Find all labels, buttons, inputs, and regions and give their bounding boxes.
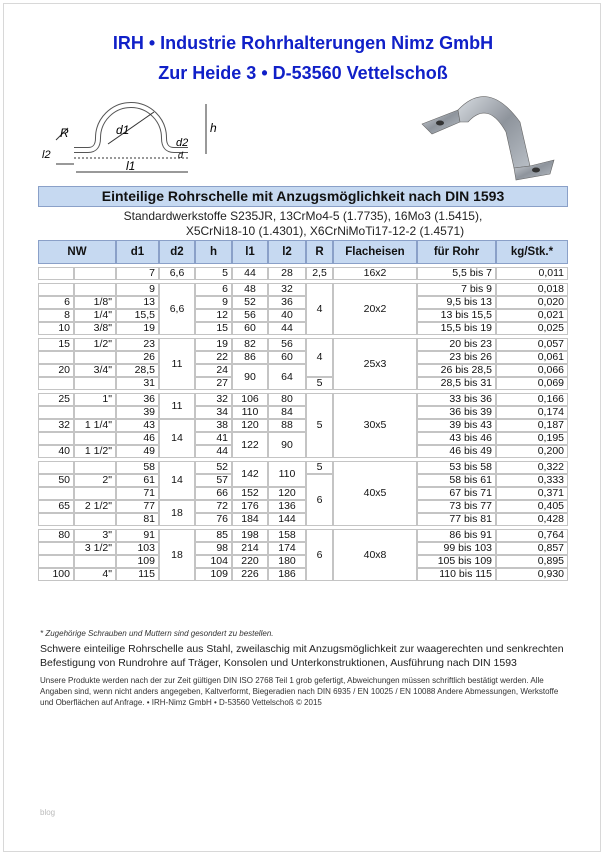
cell-d1: 23 <box>116 338 159 351</box>
header-d1: d1 <box>116 240 159 264</box>
cell-nw: 65 <box>38 500 74 513</box>
table-row <box>38 393 568 406</box>
cell-l1: 52 <box>232 296 268 309</box>
cell-kg: 0,020 <box>496 296 568 309</box>
cell-d2: 18 <box>159 500 195 526</box>
cell-l1: 44 <box>232 267 268 280</box>
cell-fuer-rohr: 20 bis 23 <box>417 338 496 351</box>
cell-h: 76 <box>195 513 232 526</box>
cell-d1: 91 <box>116 529 159 542</box>
cell-kg: 0,069 <box>496 377 568 390</box>
cell-fuer-rohr: 53 bis 58 <box>417 461 496 474</box>
cell-h: 22 <box>195 351 232 364</box>
cell-r: 4 <box>306 338 333 377</box>
cell-l1: 142 <box>232 461 268 487</box>
drawing-label-l2: l2 <box>42 149 51 161</box>
header-r: R <box>306 240 333 264</box>
cell-kg: 0,333 <box>496 474 568 487</box>
cell-nw <box>38 351 74 364</box>
cell-d1: 39 <box>116 406 159 419</box>
cell-fuer-rohr: 9,5 bis 13 <box>417 296 496 309</box>
cell-l1: 56 <box>232 309 268 322</box>
cell-kg: 0,405 <box>496 500 568 513</box>
cell-kg: 0,930 <box>496 568 568 581</box>
cell-nw-inch: 3/8" <box>74 322 116 335</box>
drawing-label-d: d <box>178 150 184 160</box>
cell-nw: 50 <box>38 474 74 487</box>
cell-l1: 122 <box>232 432 268 458</box>
cell-h: 38 <box>195 419 232 432</box>
cell-h: 5 <box>195 267 232 280</box>
cell-l2: 180 <box>268 555 306 568</box>
cell-h: 85 <box>195 529 232 542</box>
cell-fuer-rohr: 43 bis 46 <box>417 432 496 445</box>
cell-d1: 43 <box>116 419 159 432</box>
cell-d1: 109 <box>116 555 159 568</box>
table-row <box>38 500 568 513</box>
table-row <box>38 322 568 335</box>
drawing-label-d2: d2 <box>176 137 189 149</box>
cell-fuer-rohr: 7 bis 9 <box>417 283 496 296</box>
company-address: Zur Heide 3 • D-53560 Vettelschoß <box>158 63 448 83</box>
cell-fuer-rohr: 110 bis 115 <box>417 568 496 581</box>
cell-nw-inch <box>74 377 116 390</box>
table-row <box>38 529 568 542</box>
cell-l2: 80 <box>268 393 306 406</box>
cell-h: 34 <box>195 406 232 419</box>
table-row <box>38 364 568 377</box>
cell-l2: 186 <box>268 568 306 581</box>
table-row <box>38 296 568 309</box>
cell-h: 6 <box>195 283 232 296</box>
cell-d2: 18 <box>159 529 195 581</box>
table-row <box>38 568 568 581</box>
cell-flacheisen: 40x5 <box>333 461 417 526</box>
product-image <box>418 82 558 182</box>
header-d2: d2 <box>159 240 195 264</box>
cell-d1: 15,5 <box>116 309 159 322</box>
cell-d1: 7 <box>116 267 159 280</box>
table-row <box>38 513 568 526</box>
cell-r: 5 <box>306 393 333 458</box>
header-l1: l1 <box>232 240 268 264</box>
legal-notice: Unsere Produkte werden nach der zur Zeit gültigen DIN ISO 2768 Teil 1 grob gefertigt, Abweichungen müssen schriftlich bestätigt werden. Alle Angaben sind, wenn nicht anders angegeben, Kaltverformt, Biegeradien nach DIN 6935 / EN 10025 / EN 10088 Andere Abmessungen, Werkstoffe und Oberflächen auf Anfrage. • IRH-Nimz GmbH • D-53560 Vettelschoß © 2015 <box>40 676 559 707</box>
cell-h: 66 <box>195 487 232 500</box>
table-row <box>38 487 568 500</box>
watermark: blog <box>40 808 56 817</box>
cell-h: 15 <box>195 322 232 335</box>
cell-l1: 120 <box>232 419 268 432</box>
cell-nw-inch: 1 1/2" <box>74 445 116 458</box>
cell-r: 6 <box>306 529 333 581</box>
header-flacheisen: Flacheisen <box>333 240 417 264</box>
cell-nw: 100 <box>38 568 74 581</box>
cell-nw: 80 <box>38 529 74 542</box>
dimension-table <box>38 240 568 581</box>
cell-l1: 214 <box>232 542 268 555</box>
cell-nw-inch <box>74 513 116 526</box>
cell-fuer-rohr: 13 bis 15,5 <box>417 309 496 322</box>
cell-flacheisen: 40x8 <box>333 529 417 581</box>
cell-l2: 40 <box>268 309 306 322</box>
cell-l1: 48 <box>232 283 268 296</box>
table-row <box>38 338 568 351</box>
cell-l2: 28 <box>268 267 306 280</box>
cell-l2: 158 <box>268 529 306 542</box>
cell-h: 44 <box>195 445 232 458</box>
cell-nw-inch <box>74 406 116 419</box>
drawing-label-r: R <box>60 126 69 140</box>
table-row <box>38 555 568 568</box>
standard-materials-line2: X5CrNi18-10 (1.4301), X6CrNiMoTi17-12-2 (1.4571) <box>185 224 465 238</box>
cell-nw-inch: 1 1/4" <box>74 419 116 432</box>
cell-l2: 174 <box>268 542 306 555</box>
cell-l2: 90 <box>268 432 306 458</box>
cell-kg: 0,166 <box>496 393 568 406</box>
cell-h: 19 <box>195 338 232 351</box>
cell-nw: 8 <box>38 309 74 322</box>
cell-kg: 0,200 <box>496 445 568 458</box>
cell-d1: 58 <box>116 461 159 474</box>
cell-kg: 0,025 <box>496 322 568 335</box>
cell-nw <box>38 513 74 526</box>
cell-kg: 0,195 <box>496 432 568 445</box>
cell-nw-inch: 1" <box>74 393 116 406</box>
cell-fuer-rohr: 15,5 bis 19 <box>417 322 496 335</box>
cell-d1: 36 <box>116 393 159 406</box>
cell-r: 4 <box>306 283 333 335</box>
table-row <box>38 309 568 322</box>
cell-l2: 88 <box>268 419 306 432</box>
cell-l2: 144 <box>268 513 306 526</box>
cell-nw-inch <box>74 283 116 296</box>
cell-h: 57 <box>195 474 232 487</box>
cell-fuer-rohr: 23 bis 26 <box>417 351 496 364</box>
cell-kg: 0,011 <box>496 267 568 280</box>
cell-kg: 0,187 <box>496 419 568 432</box>
cell-nw <box>38 487 74 500</box>
cell-d1: 28,5 <box>116 364 159 377</box>
cell-h: 27 <box>195 377 232 390</box>
cell-l2: 44 <box>268 322 306 335</box>
header-h: h <box>195 240 232 264</box>
cell-nw <box>38 406 74 419</box>
cell-nw: 15 <box>38 338 74 351</box>
cell-r: 5 <box>306 461 333 474</box>
cell-d1: 26 <box>116 351 159 364</box>
cell-d2: 6,6 <box>159 267 195 280</box>
cell-kg: 0,021 <box>496 309 568 322</box>
table-header-row <box>38 240 568 264</box>
table-row <box>38 542 568 555</box>
cell-l1: 106 <box>232 393 268 406</box>
cell-d1: 115 <box>116 568 159 581</box>
company-name: IRH • Industrie Rohrhalterungen Nimz GmbH <box>112 33 494 53</box>
cell-kg: 0,764 <box>496 529 568 542</box>
cell-nw-inch: 4" <box>74 568 116 581</box>
header-l2: l2 <box>268 240 306 264</box>
cell-h: 41 <box>195 432 232 445</box>
cell-kg: 0,174 <box>496 406 568 419</box>
cell-d2: 14 <box>159 419 195 458</box>
cell-kg: 0,061 <box>496 351 568 364</box>
product-title: Einteilige Rohrschelle mit Anzugsmöglichkeit nach DIN 1593 <box>38 186 568 207</box>
cell-l1: 176 <box>232 500 268 513</box>
cell-d1: 61 <box>116 474 159 487</box>
table-row <box>38 351 568 364</box>
cell-nw-inch: 3 1/2" <box>74 542 116 555</box>
cell-nw-inch: 1/8" <box>74 296 116 309</box>
cell-kg: 0,066 <box>496 364 568 377</box>
header-nw: NW <box>38 240 116 264</box>
cell-l1: 152 <box>232 487 268 500</box>
cell-h: 104 <box>195 555 232 568</box>
cell-nw <box>38 542 74 555</box>
technical-drawing <box>36 92 226 182</box>
cell-d1: 77 <box>116 500 159 513</box>
cell-fuer-rohr: 67 bis 71 <box>417 487 496 500</box>
cell-nw: 40 <box>38 445 74 458</box>
cell-h: 109 <box>195 568 232 581</box>
cell-kg: 0,895 <box>496 555 568 568</box>
cell-d1: 81 <box>116 513 159 526</box>
cell-fuer-rohr: 86 bis 91 <box>417 529 496 542</box>
cell-fuer-rohr: 105 bis 109 <box>417 555 496 568</box>
cell-nw-inch <box>74 267 116 280</box>
cell-kg: 0,371 <box>496 487 568 500</box>
cell-nw-inch: 3" <box>74 529 116 542</box>
cell-fuer-rohr: 39 bis 43 <box>417 419 496 432</box>
cell-l2: 136 <box>268 500 306 513</box>
cell-fuer-rohr: 77 bis 81 <box>417 513 496 526</box>
cell-l1: 82 <box>232 338 268 351</box>
cell-r: 5 <box>306 377 333 390</box>
cell-flacheisen: 25x3 <box>333 338 417 390</box>
cell-l2: 84 <box>268 406 306 419</box>
cell-nw <box>38 283 74 296</box>
cell-l1: 90 <box>232 364 268 390</box>
cell-flacheisen: 20x2 <box>333 283 417 335</box>
cell-nw: 32 <box>38 419 74 432</box>
cell-l2: 32 <box>268 283 306 296</box>
cell-nw <box>38 267 74 280</box>
cell-d1: 19 <box>116 322 159 335</box>
cell-nw-inch: 1/2" <box>74 338 116 351</box>
cell-nw-inch <box>74 555 116 568</box>
cell-fuer-rohr: 28,5 bis 31 <box>417 377 496 390</box>
cell-fuer-rohr: 5,5 bis 7 <box>417 267 496 280</box>
cell-kg: 0,322 <box>496 461 568 474</box>
cell-nw: 25 <box>38 393 74 406</box>
table-row <box>38 461 568 474</box>
cell-d1: 49 <box>116 445 159 458</box>
cell-d1: 103 <box>116 542 159 555</box>
cell-nw: 20 <box>38 364 74 377</box>
cell-h: 24 <box>195 364 232 377</box>
cell-h: 9 <box>195 296 232 309</box>
cell-h: 52 <box>195 461 232 474</box>
cell-nw <box>38 555 74 568</box>
cell-flacheisen: 30x5 <box>333 393 417 458</box>
cell-fuer-rohr: 99 bis 103 <box>417 542 496 555</box>
cell-nw: 10 <box>38 322 74 335</box>
cell-d1: 46 <box>116 432 159 445</box>
cell-l1: 226 <box>232 568 268 581</box>
cell-fuer-rohr: 58 bis 61 <box>417 474 496 487</box>
cell-h: 98 <box>195 542 232 555</box>
cell-l2: 36 <box>268 296 306 309</box>
cell-l1: 198 <box>232 529 268 542</box>
cell-nw <box>38 461 74 474</box>
cell-d2: 14 <box>159 461 195 500</box>
cell-l2: 120 <box>268 487 306 500</box>
cell-kg: 0,428 <box>496 513 568 526</box>
cell-l2: 56 <box>268 338 306 351</box>
cell-r: 2,5 <box>306 267 333 280</box>
cell-h: 12 <box>195 309 232 322</box>
cell-l1: 220 <box>232 555 268 568</box>
cell-nw: 6 <box>38 296 74 309</box>
table-row <box>38 267 568 280</box>
table-row <box>38 406 568 419</box>
cell-l1: 60 <box>232 322 268 335</box>
cell-nw-inch <box>74 432 116 445</box>
cell-nw-inch: 1/4" <box>74 309 116 322</box>
table-row <box>38 419 568 432</box>
cell-fuer-rohr: 73 bis 77 <box>417 500 496 513</box>
cell-l1: 184 <box>232 513 268 526</box>
cell-nw-inch <box>74 487 116 500</box>
cell-d2: 11 <box>159 338 195 390</box>
screws-footnote: * Zugehörige Schrauben und Muttern sind gesondert zu bestellen. <box>40 629 274 638</box>
cell-l2: 64 <box>268 364 306 390</box>
cell-l1: 86 <box>232 351 268 364</box>
cell-kg: 0,057 <box>496 338 568 351</box>
cell-l2: 60 <box>268 351 306 364</box>
cell-nw-inch <box>74 461 116 474</box>
cell-kg: 0,857 <box>496 542 568 555</box>
cell-nw <box>38 377 74 390</box>
drawing-label-h: h <box>210 121 217 135</box>
cell-l2: 110 <box>268 461 306 487</box>
cell-d1: 9 <box>116 283 159 296</box>
cell-d1: 13 <box>116 296 159 309</box>
cell-nw-inch: 2 1/2" <box>74 500 116 513</box>
header-fuer-rohr: für Rohr <box>417 240 496 264</box>
cell-fuer-rohr: 46 bis 49 <box>417 445 496 458</box>
standard-materials-line1: Standardwerkstoffe S235JR, 13CrMo4-5 (1.7735), 16Mo3 (1.5415), <box>123 209 483 223</box>
cell-h: 72 <box>195 500 232 513</box>
cell-l1: 110 <box>232 406 268 419</box>
cell-r: 6 <box>306 474 333 526</box>
cell-nw-inch <box>74 351 116 364</box>
drawing-label-d1: d1 <box>116 123 130 137</box>
cell-kg: 0,018 <box>496 283 568 296</box>
cell-h: 32 <box>195 393 232 406</box>
cell-flacheisen: 16x2 <box>333 267 417 280</box>
table-row <box>38 432 568 445</box>
cell-fuer-rohr: 33 bis 36 <box>417 393 496 406</box>
cell-d1: 31 <box>116 377 159 390</box>
table-row <box>38 283 568 296</box>
cell-nw-inch: 2" <box>74 474 116 487</box>
cell-nw-inch: 3/4" <box>74 364 116 377</box>
drawing-label-l1: l1 <box>126 159 136 173</box>
cell-d2: 6,6 <box>159 283 195 335</box>
product-description: Schwere einteilige Rohrschelle aus Stahl, zweilaschig mit Anzugsmöglichkeit zur waagerechten und senkrechten Befestigung von Rundrohre auf Träger, Konsolen und Unterkonstruktionen, Ausführung nach DIN 1593 <box>40 643 564 669</box>
cell-fuer-rohr: 26 bis 28,5 <box>417 364 496 377</box>
header-kg: kg/Stk.* <box>496 240 568 264</box>
cell-d2: 11 <box>159 393 195 419</box>
cell-nw <box>38 432 74 445</box>
cell-fuer-rohr: 36 bis 39 <box>417 406 496 419</box>
cell-d1: 71 <box>116 487 159 500</box>
